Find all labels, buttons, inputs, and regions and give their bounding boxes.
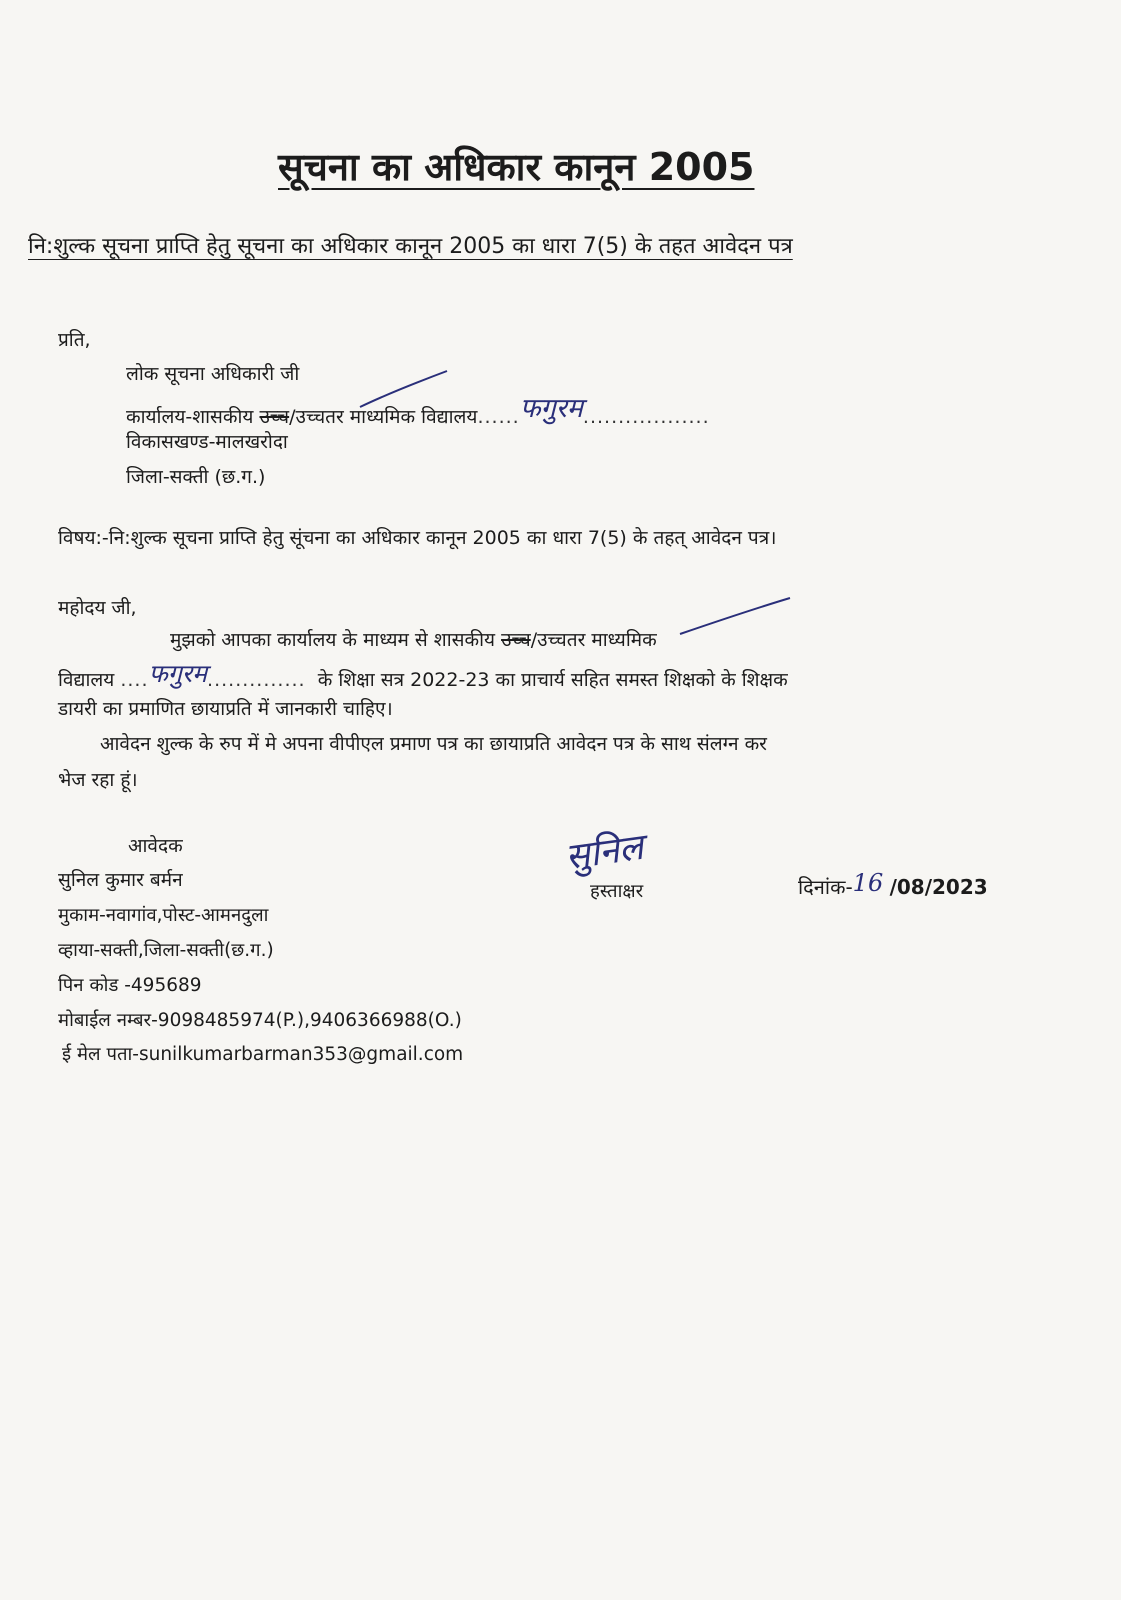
pen-tick-mark [355,365,455,415]
recipient-line-4: जिला-सक्ती (छ.ग.) [126,466,266,488]
recipient-line-2-prefix: कार्यालय-शासकीय [126,406,260,428]
paragraph-2-line-2: भेज रहा हूं। [58,769,138,791]
paragraph-1-line-2 [58,660,788,694]
fill-dots: .................. [582,406,710,428]
date-day-handwritten: 16 [852,869,884,897]
date-line [798,869,988,900]
applicant-name: सुनिल कुमार बर्मन [58,869,183,891]
applicant-heading: आवेदक [128,835,183,857]
paragraph-1-line-1 [170,626,657,652]
date-month-year: /08/2023 [889,875,988,899]
signature-label: हस्ताक्षर [590,881,644,902]
recipient-line-2-rest: /उच्चतर माध्यमिक विद्यालय [289,406,478,428]
p1-line-2-rest: के शिक्षा सत्र 2022-23 का प्राचार्य सहित समस्त शिक्षको के शिक्षक [317,669,788,691]
page-title: सूचना का अधिकार कानून 2005 [278,145,755,189]
p1-line-2-prefix: विद्यालय [58,669,121,691]
p1-line-1-rest: /उच्चतर माध्यमिक [530,629,657,651]
applicant-address-1: मुकाम-नवागांव,पोस्ट-आमनदुला [58,905,269,926]
paragraph-1-line-3: डायरी का प्रमाणित छायाप्रति में जानकारी चाहिए। [58,698,393,720]
letter-greeting: महोदय जी, [58,597,137,619]
recipient-salutation: प्रति, [58,329,91,351]
struck-word: उच्च [501,629,531,651]
paragraph-2-line-1: आवेदन शुल्क के रुप में मे अपना वीपीएल प्रमाण पत्र का छायाप्रति आवेदन पत्र के साथ संलग्न कर [100,733,767,755]
school-name-handwritten: फगुरम [519,393,583,424]
page-subtitle: नि:शुल्क सूचना प्राप्ति हेतु सूचना का अधिकार कानून 2005 का धारा 7(5) के तहत आवेदन पत्र [28,234,793,259]
applicant-email: ई मेल पता-sunilkumarbarman353@gmail.com [62,1044,464,1065]
school-name-handwritten: फगुरम [148,659,208,688]
fill-dots: .... [120,669,149,691]
recipient-line-3: विकासखण्ड-मालखरोदा [126,431,288,453]
struck-word: उच्च [259,406,290,428]
fill-dots: ...... [477,406,520,428]
fill-dots: .............. [207,669,306,691]
recipient-line-1: लोक सूचना अधिकारी जी [126,363,300,385]
signature-handwritten: सुनिल [562,826,646,879]
subject-line: विषय:-नि:शुल्क सूचना प्राप्ति हेतु सूंचना का अधिकार कानून 2005 का धारा 7(5) के तहत् आवेदन पत्र। [58,527,777,549]
date-label: दिनांक- [798,875,853,899]
applicant-address-2: व्हाया-सक्ती,जिला-सक्ती(छ.ग.) [58,940,274,961]
applicant-mobile: मोबाईल नम्बर-9098485974(P.),9406366988(O.) [58,1010,462,1031]
pen-tick-mark [675,594,795,644]
p1-line-1-prefix: मुझको आपका कार्यालय के माध्यम से शासकीय [170,629,502,651]
applicant-pin: पिन कोड -495689 [58,975,202,996]
